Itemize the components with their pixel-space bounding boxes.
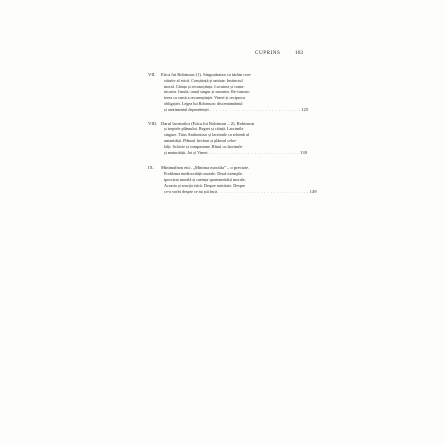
toc-line: umanității. Plânsul fiecărui și plânsul celor- <box>164 137 237 143</box>
toc-entry-ix <box>148 165 317 194</box>
page-number: 149 <box>309 188 317 194</box>
toc-line: nicarea. Insula, omul singur și moartea. Re-cunoaș- <box>164 89 251 95</box>
toc-entry-vii <box>148 72 309 113</box>
toc-line-last <box>161 149 307 156</box>
toc-line: moral. Căința și recunoștința. Locuirea și comu- <box>164 83 245 89</box>
table-of-contents <box>148 72 317 200</box>
toc-line: Problema mediocrității morale. Două exemple: <box>164 171 243 177</box>
toc-line: ce-a vorbi despre ce nu știi încă <box>164 188 218 194</box>
running-head-page-number: 163 <box>294 50 303 56</box>
toc-line: obligației. Legea lui Robinson: discernământul <box>164 100 243 106</box>
toc-line: Etica lui Robinson (1). Singurătatea ca tărâm con- <box>161 72 252 77</box>
running-head-label: CUPRINS <box>255 50 281 56</box>
chapter-number: VIII. <box>148 120 158 126</box>
toc-line: și treptele plânsului. Regret și căință. Lacrimile <box>164 126 244 132</box>
toc-line: lalți. Sclavie și compasiune. Râsul cu lacrimile <box>164 143 243 149</box>
toc-line: Darul lacrimilor (Etica lui Robinson – 2). Robinson <box>161 120 254 126</box>
toc-line: stitutiv al eticii. Conștiință și unitate. Instinctul <box>164 77 243 83</box>
chapter-number: VII. <box>148 72 156 77</box>
chapter-number: IX. <box>148 165 154 171</box>
running-head <box>255 50 303 56</box>
toc-line: Acrasia și reacția etică. Despre naivitate. Despre <box>164 182 246 188</box>
toc-line: singure. Titus Andronicus și lacrimile ca schimb al <box>164 132 249 138</box>
toc-line: și sentimentul dependenței <box>164 106 209 112</box>
page-number: 139 <box>300 149 307 155</box>
toc-line: și maturității. Joi și Vineri <box>164 149 208 155</box>
toc-entry-viii <box>148 120 307 156</box>
toc-line-last <box>161 188 317 195</box>
toc-line: terea ca sursă a recunoștinței. Vineri și reciproca <box>164 95 246 101</box>
leader-dots: . . . . . . . . . . . . . . . . . . . . . . . . . . . . <box>208 149 300 155</box>
leader-dots: . . . . . . . . . . . . . . . . . . . . . . . . . . . . <box>218 188 309 194</box>
leader-dots: . . . . . . . . . . . . . . . . . . . . . . . . . . . . <box>209 106 301 112</box>
toc-line: Minimalism etic. „Minima moralia” – o precizie. <box>161 165 250 171</box>
toc-line: ipocrizia morală și carența spontaneității morale. <box>164 176 246 182</box>
page-number: 125 <box>301 106 309 112</box>
toc-line-last <box>161 106 309 113</box>
